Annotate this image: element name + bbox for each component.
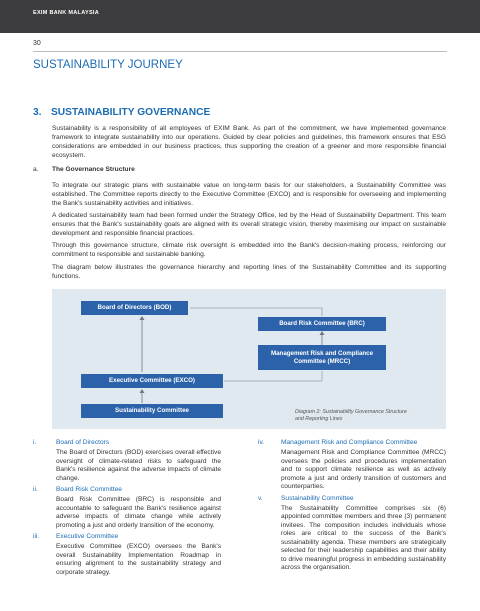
section-title: SUSTAINABILITY JOURNEY [33,59,183,71]
subheading-title: The Governance Structure [52,166,135,173]
box-exco: Executive Committee (EXCO) [81,374,223,388]
list-item-body: The Sustainability Committee comprises six (6) appointed committee members and three (3) permanent invitees. The composition includes individuals whose roles are critical to the success of the Bank's sustainability agenda. These members are strategically selected for their leadership capabilities and their ability to drive meaningful progress in embedding sustainability across the organisation. [281,504,446,571]
arrowhead-exco [140,389,145,393]
diagram-caption [295,409,435,423]
box-mrcc [258,345,386,370]
list-item-title [258,494,446,503]
list-item-body: Management Risk and Compliance Committee (MRCC) oversees the policies and procedures implementation and to support climate resilience as well as actively promote a just and orderly transition of customers and counterparties. [281,449,446,490]
caption-line1: Diagram 2: Sustainability Governance Structure [295,409,407,415]
header-bar [0,0,480,33]
section-heading [33,107,210,118]
box-mrcc-line2: Committee (MRCC) [293,357,351,365]
heading-number: 3. [33,107,42,118]
list-item-number: i. [33,439,37,446]
box-brc: Board Risk Committee (BRC) [258,317,386,331]
connector-mrcc-exco [224,371,322,381]
list-item-number: iii. [33,533,40,540]
list-item-number: ii. [33,486,38,493]
connector-bod-brc [190,308,322,316]
governance-diagram [52,289,446,429]
heading-title: SUSTAINABILITY GOVERNANCE [51,107,211,118]
list-item-title [33,485,221,494]
box-sustainability-committee: Sustainability Committee [81,404,223,418]
list-item-body: Board Risk Committee (BRC) is responsible and accountable to safeguard the Bank's resilience against adverse impacts of climate change while actively promoting a just and orderly transition of the economy. [56,496,221,529]
list-item-title-text: Executive Committee [56,533,119,540]
list-item-title-text: Board of Directors [56,439,110,446]
box-bod: Board of Directors (BOD) [81,301,188,315]
list-item-title-text: Sustainability Committee [281,494,354,502]
paragraph-3: Through this governance structure, climate risk oversight is embedded into the Bank's decision-making process, reinforcing our commitment to responsible and sustainable banking. [52,242,446,259]
paragraph-4: The diagram below illustrates the governance hierarchy and reporting lines of the Sustainability Committee and its supporting functions. [52,264,446,281]
subheading-letter: a. [33,166,39,173]
list-item-body: The Board of Directors (BOD) exercises overall effective oversight of climate-related risks to safeguard the Bank's resilience against the adverse impacts of climate change. [56,449,221,482]
arrowhead-bod [140,316,145,320]
list-item-body: Executive Committee (EXCO) oversees the Bank's overall Sustainability Implementation Roadmap in ensuring alignment to the sustainability strategy and corporate strategy. [56,543,221,576]
list-item-title [258,438,446,447]
list-item-number: iv. [258,439,265,446]
list-item-title [33,438,221,447]
list-item-title-text: Board Risk Committee [56,486,122,493]
caption-line2: and Reporting Lines [295,416,343,422]
subheading [33,166,135,173]
divider [33,51,447,52]
intro-paragraph: Sustainability is a responsibility of all employees of EXIM Bank. As part of the commitment, we have implemented governance framework to integrate sustainability into our operations. Guided by clear policies and guidelines, this framework ensures that ESG considerations are embedded in our business practices, thus supporting the creation of a greener and more responsible financial ecosystem. [52,125,446,160]
paragraph-1: To integrate our strategic plans with sustainable value on long-term basis for our stakeholders, a Sustainability Committee was established. The Committee reports directly to the Executive Committee (EXCO) and is responsible for overseeing and implementing the Bank's sustainability activities and initiatives. [52,182,446,208]
list-left [33,438,221,579]
paragraph-2: A dedicated sustainability team had been formed under the Strategy Office, led by the Head of Sustainability Department. This team ensures that the Bank's sustainability goals are aligned with its overall strategic vision, thereby maximising our impact on sustainable development and responsible financial practices. [52,212,446,238]
arrowhead-brc [320,331,325,335]
box-mrcc-line1: Management Risk and Compliance [270,349,374,357]
page-number: 30 [33,40,41,47]
list-right [258,438,446,575]
brand-label: EXIM BANK MALAYSIA [33,10,100,16]
list-item-title-text: Management Risk and Compliance Committee [281,439,418,446]
list-item-title [33,532,221,541]
list-item-number: v. [258,494,263,502]
